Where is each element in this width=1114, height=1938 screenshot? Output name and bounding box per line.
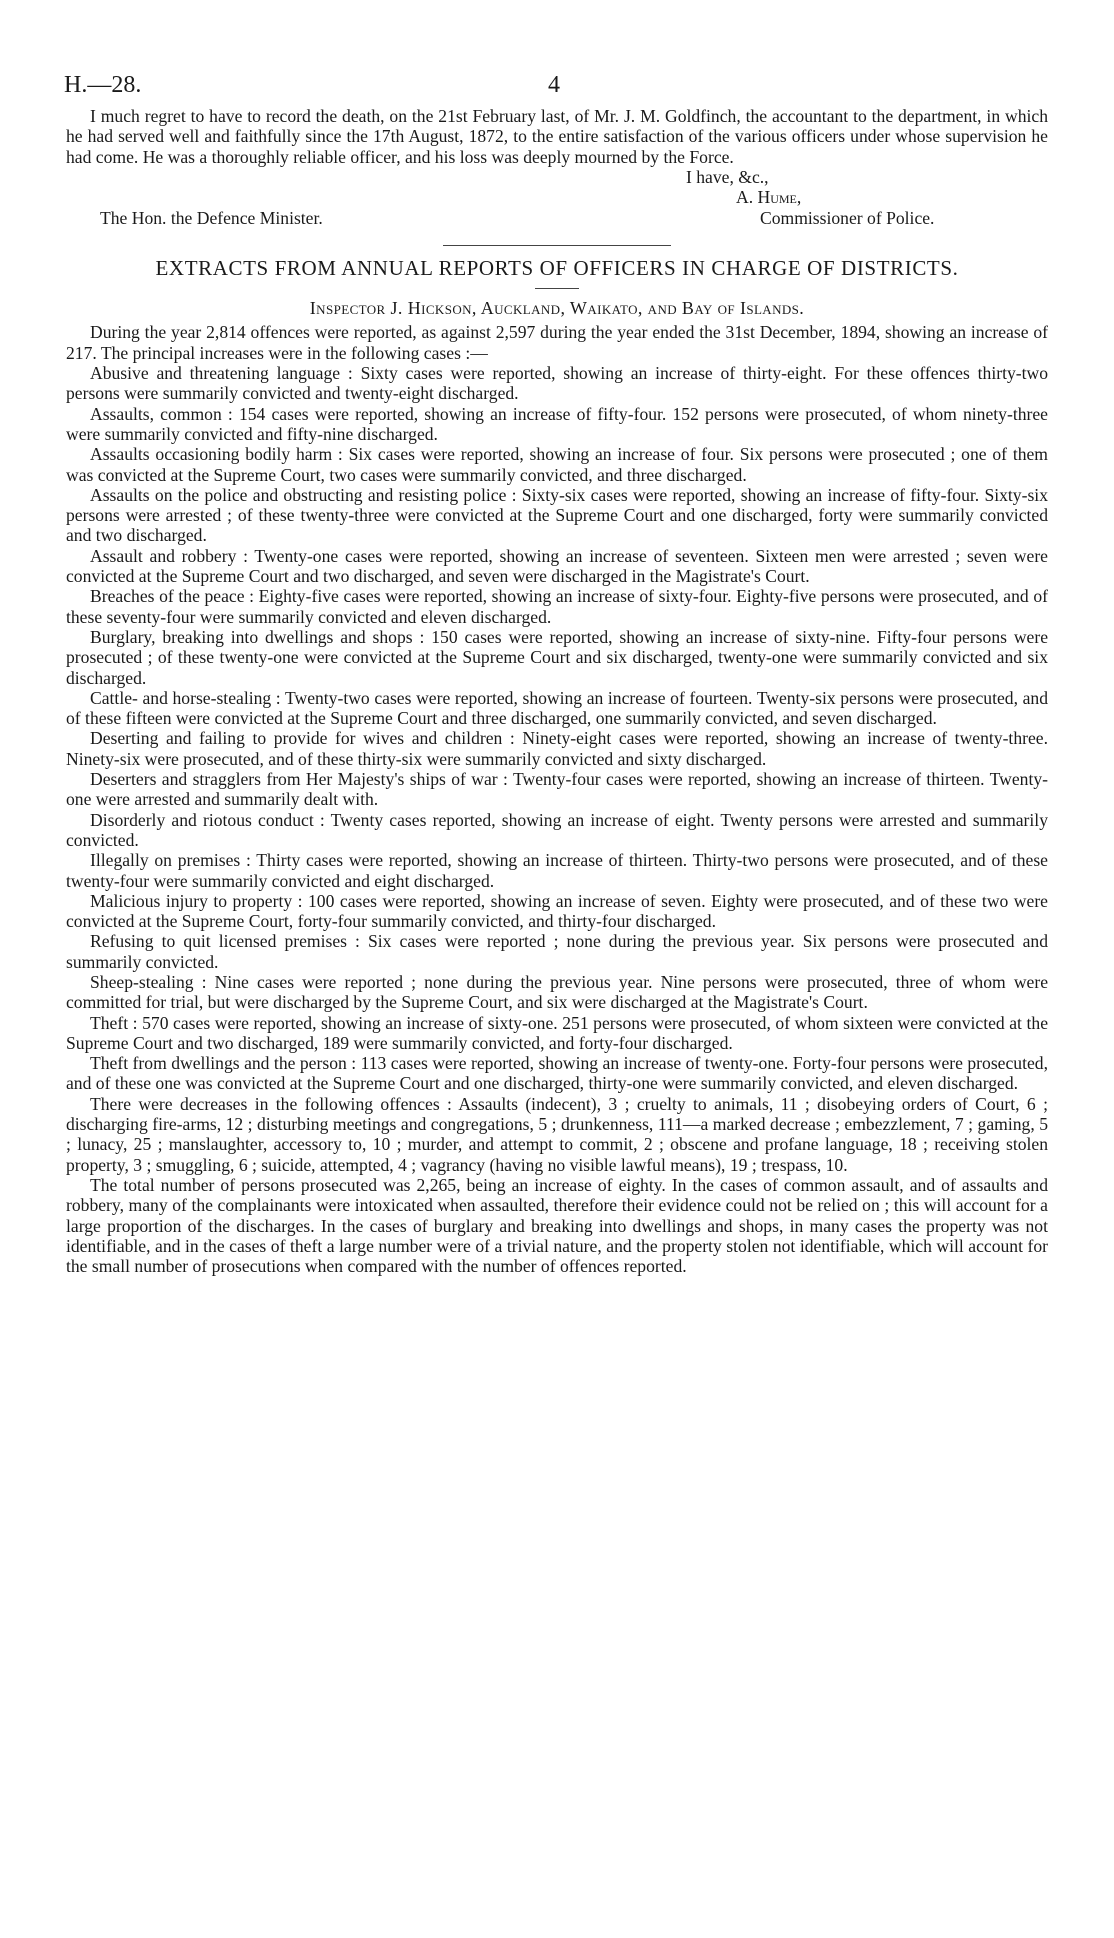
report-paragraph: Deserting and failing to provide for wives and children : Ninety-eight cases were reported, showing an increase of twenty-three. Ninety-six were prosecuted, and of these thirty-six were summarily convicted and sixty discharged. (66, 728, 1048, 769)
title-divider (535, 288, 579, 289)
report-paragraph: Theft : 570 cases were reported, showing an increase of sixty-one. 251 persons were prosecuted, of whom sixteen were convicted at the Supreme Court and two discharged, 189 were summarily convicted, and forty-four discharged. (66, 1012, 1048, 1053)
report-paragraph: Disorderly and riotous conduct : Twenty cases reported, showing an increase of eight. Twenty persons were arrested and summarily convicted. (66, 809, 1048, 850)
report-paragraph: During the year 2,814 offences were reported, as against 2,597 during the year ended the 31st December, 1894, showing an increase of 217. The principal increases were in the following cases :— (66, 322, 1048, 363)
report-paragraph: Illegally on premises : Thirty cases were reported, showing an increase of thirteen. Thirty-two persons were prosecuted, and of these twenty-four were summarily convicted and eight discharged. (66, 850, 1048, 891)
addressee: The Hon. the Defence Minister. (100, 207, 323, 228)
signature-block (66, 167, 1048, 231)
signatory-name: A. Hume, (736, 186, 802, 207)
report-paragraph: Breaches of the peace : Eighty-five cases were reported, showing an increase of sixty-four. Eighty-five persons were prosecuted, and of these seventy-four were summarily convicted and eleven discharged. (66, 586, 1048, 627)
report-paragraph: Burglary, breaking into dwellings and shops : 150 cases were reported, showing an increase of sixty-nine. Fifty-four persons were prosecuted ; of these twenty-one were convicted at the Supreme Court and six discharged, twenty-one were summarily convicted and six discharged. (66, 626, 1048, 688)
report-paragraph: The total number of persons prosecuted was 2,265, being an increase of eighty. In the cases of common assault, and of assaults and robbery, many of the complainants were intoxicated when assaulted, therefore their evidence could not be relied on ; this will account for a large proportion of the discharges. In the cases of burglary and breaking into dwellings and shops, in many cases the property was not identifiable, and in the cases of theft a large number were of a trivial nature, and the property stolen not identifiable, which will account for the small number of prosecutions when compared with the number of offences reported. (66, 1174, 1048, 1277)
report-paragraph: Malicious injury to property : 100 cases were reported, showing an increase of seven. Eighty were prosecuted, and of these two were convicted at the Supreme Court, forty-four summarily convicted, and thirty-four discharged. (66, 890, 1048, 932)
section-divider (443, 245, 671, 246)
document-reference: H.—28. (64, 72, 142, 98)
signatory-title: Commissioner of Police. (760, 207, 935, 228)
report-paragraph: Assault and robbery : Twenty-one cases were reported, showing an increase of seventeen. Sixteen men were arrested ; seven were convicted at the Supreme Court and two discharged, and seven were discharged in the Magistrate's Court. (66, 545, 1048, 587)
report-paragraph: Assaults, common : 154 cases were reported, showing an increase of fifty-four. 152 persons were prosecuted, of whom ninety-three were summarily convicted and fifty-nine discharged. (66, 403, 1048, 444)
letter-closing: I have, &c., (686, 166, 769, 187)
report-paragraph: Sheep-stealing : Nine cases were reported ; none during the previous year. Nine persons were prosecuted, three of whom were committed for trial, but were discharged by the Supreme Court, and six were discharged at the Magistrate's Court. (66, 971, 1048, 1013)
report-paragraph: There were decreases in the following offences : Assaults (indecent), 3 ; cruelty to animals, 11 ; disobeying orders of Court, 6 ; discharging fire-arms, 12 ; disturbing meetings and congregations, 5 ; drunkenness, 111—a marked decrease ; embezzlement, 7 ; gaming, 5 ; lunacy, 25 ; manslaughter, accessory to, 10 ; murder, and attempt to commit, 2 ; obscene and profane language, 18 ; receiving stolen property, 3 ; smuggling, 6 ; suicide, attempted, 4 ; vagrancy (having no visible lawful means), 19 ; trespass, 10. (66, 1093, 1048, 1175)
report-paragraph: Assaults on the police and obstructing and resisting police : Sixty-six cases were reported, showing an increase of fifty-four. Sixty-six persons were arrested ; of these twenty-three were convicted at the Supreme Court and one discharged, forty were summarily convicted and two discharged. (66, 484, 1048, 546)
letter-paragraph: I much regret to have to record the death, on the 21st February last, of Mr. J. M. Goldfinch, the accountant to the department, in which he had served well and faithfully since the 17th August, 1872, to the entire satisfaction of the various officers under whose supervision he had come. He was a thoroughly reliable officer, and his loss was deeply mourned by the Force. (66, 106, 1048, 167)
report-paragraphs (66, 322, 1048, 1276)
report-paragraph: Theft from dwellings and the person : 113 cases were reported, showing an increase of twenty-one. Forty-four persons were prosecuted, and of these one was convicted at the Supreme Court and one discharged, thirty-one were summarily convicted, and eleven discharged. (66, 1053, 1048, 1094)
report-paragraph: Assaults occasioning bodily harm : Six cases were reported, showing an increase of four. Six persons were prosecuted ; one of them was convicted at the Supreme Court, two cases were summarily convicted, and three discharged. (66, 444, 1048, 485)
section-title: EXTRACTS FROM ANNUAL REPORTS OF OFFICERS IN CHARGE OF DISTRICTS. (155, 255, 959, 280)
report-paragraph: Abusive and threatening language : Sixty cases were reported, showing an increase of thirty-eight. For these offences thirty-two persons were summarily convicted and twenty-eight discharged. (66, 363, 1048, 404)
page-number: 4 (548, 72, 560, 98)
report-paragraph: Deserters and stragglers from Her Majesty's ships of war : Twenty-four cases were reported, showing an increase of thirteen. Twenty-one were arrested and summarily dealt with. (66, 769, 1048, 810)
document-body (66, 106, 1048, 1276)
section-subheading: Inspector J. Hickson, Auckland, Waikato, and Bay of Islands. (309, 298, 805, 319)
report-paragraph: Refusing to quit licensed premises : Six cases were reported ; none during the previous year. Six persons were prosecuted and summarily convicted. (66, 931, 1048, 972)
report-paragraph: Cattle- and horse-stealing : Twenty-two cases were reported, showing an increase of fourteen. Twenty-six persons were prosecuted, and of these fifteen were convicted at the Supreme Court and three discharged, one summarily convicted, and seven discharged. (66, 687, 1048, 729)
